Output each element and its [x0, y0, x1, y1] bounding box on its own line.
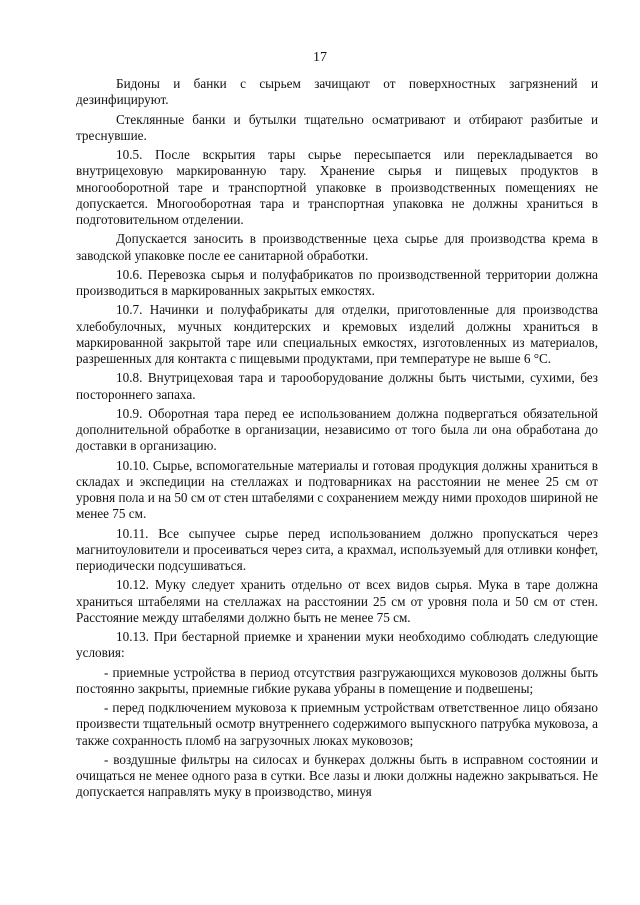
page-number: 17	[313, 50, 327, 65]
list-item-air-filters: - воздушные фильтры на силосах и бункерах должны быть в исправном состоянии и очищаться не менее одного раза в сутки. Все лазы и люки должны надежно закрываться. Не допускается направлять муку в производство, минуя	[76, 751, 598, 800]
body-text	[76, 76, 598, 804]
paragraph-10-5: 10.5. После вскрытия тары сырье пересыпается или перекладывается во внутрицеховую маркированную тару. Хранение сырья и пищевых продуктов в многооборотной таре и транспортной упаковке в производственных помещениях не допускается. Многооборотная тара и транспортная упаковка не должны храниться в подготовительном отделении.	[76, 147, 598, 227]
list-item-flour-truck-inspection: - перед подключением муковоза к приемным устройствам ответственное лицо обязано произвести тщательный осмотр внутреннего содержимого выпускного патрубка муковоза, а также сохранность пломб на загрузочных люках муковозов;	[76, 700, 598, 748]
paragraph-10-9: 10.9. Оборотная тара перед ее использованием должна подвергаться обязательной дополнительной обработке в организации, независимо от того была ли она обработана до доставки в организацию.	[76, 405, 598, 454]
list-item-receiving-devices: - приемные устройства в период отсутствия разгружающихся муковозов должны быть постоянно закрыты, приемные гибкие рукава убраны в помещение и подвешены;	[76, 664, 598, 696]
paragraph-10-10: 10.10. Сырье, вспомогательные материалы и готовая продукция должны храниться в складах и экспедиции на стеллажах и подтоварниках на расстоянии не менее 25 см от уровня пола и на 50 см от стен штабелями с сохранением между ними проходов шириной не менее 75 см.	[76, 457, 598, 522]
paragraph-cans-cleaning: Бидоны и банки с сырьем зачищают от поверхностных загрязнений и дезинфицируют.	[76, 76, 598, 108]
paragraph-cream-raw-materials: Допускается заносить в производственные цеха сырье для производства крема в заводской упаковке после ее санитарной обработки.	[76, 231, 598, 263]
paragraph-10-12: 10.12. Муку следует хранить отдельно от всех видов сырья. Мука в таре должна храниться штабелями на стеллажах на расстоянии 25 см от уровня пола и 50 см от стен. Расстояние между штабелями должно быть не менее 75 см.	[76, 577, 598, 625]
paragraph-10-6: 10.6. Перевозка сырья и полуфабрикатов по производственной территории должна производиться в маркированных закрытых емкостях.	[76, 266, 598, 298]
paragraph-10-11: 10.11. Все сыпучее сырье перед использованием должно пропускаться через магнитоуловители и просеиваться через сита, а крахмал, используемый для отливки конфет, периодически подсушиваться.	[76, 525, 598, 573]
paragraph-10-13: 10.13. При бестарной приемке и хранении муки необходимо соблюдать следующие условия:	[76, 629, 598, 661]
paragraph-glass-jars: Стеклянные банки и бутылки тщательно осматривают и отбирают разбитые и треснувшие.	[76, 111, 598, 143]
paragraph-10-7: 10.7. Начинки и полуфабрикаты для отделки, приготовленные для производства хлебобулочных, мучных кондитерских и кремовых изделий должны храниться в маркированной закрытой таре или специальных емкостях, изготовленных из материалов, разрешенных для контакта с пищевыми продуктами, при температуре не выше 6 °С.	[76, 302, 598, 366]
paragraph-10-8: 10.8. Внутрицеховая тара и тарооборудование должны быть чистыми, сухими, без постороннего запаха.	[76, 370, 598, 402]
